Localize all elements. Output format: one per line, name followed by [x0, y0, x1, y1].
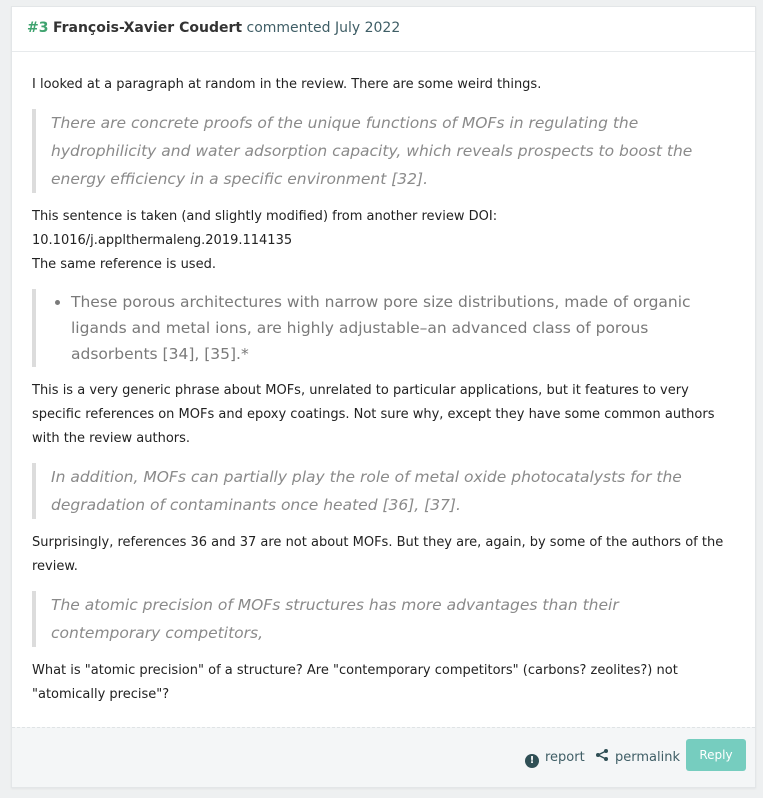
- blockquote: The atomic precision of MOFs structures has more advantages than their contemporary competitors,: [32, 591, 732, 647]
- comment-footer: [12, 727, 755, 787]
- exclamation-circle-icon: !: [525, 754, 539, 768]
- blockquote-list: [32, 289, 732, 367]
- paragraph: This is a very generic phrase about MOFs, unrelated to particular applications, but it features to very specific references on MOFs and epoxy coatings. Not sure why, except they have some common authors with the review authors.: [32, 383, 715, 446]
- reply-button[interactable]: Reply: [686, 739, 746, 771]
- blockquote: There are concrete proofs of the unique functions of MOFs in regulating the hydrophilicity and water adsorption capacity, which reveals prospects to boost the energy efficiency in a specific environment [32].: [32, 109, 732, 193]
- comment-body: [32, 73, 732, 707]
- permalink-label: permalink: [615, 750, 680, 765]
- comment-author[interactable]: François-Xavier Coudert: [52, 20, 243, 36]
- comment-card: [11, 6, 756, 788]
- report-link[interactable]: [525, 750, 585, 768]
- comment-number[interactable]: #3: [27, 20, 49, 36]
- blockquote: In addition, MOFs can partially play the role of metal oxide photocatalysts for the degradation of contaminants once heated [36], [37].: [32, 463, 732, 519]
- comment-date[interactable]: July 2022: [334, 20, 401, 36]
- permalink-link[interactable]: [595, 748, 680, 765]
- paragraph: I looked at a paragraph at random in the review. There are some weird things.: [32, 77, 542, 92]
- report-label: report: [545, 750, 585, 765]
- comment-header: [12, 7, 755, 52]
- paragraph: What is "atomic precision" of a structure? Are "contemporary competitors" (carbons? zeolites?) not "atomically precise"?: [32, 663, 678, 702]
- list-item: • These porous architectures with narrow pore size distributions, made of organic ligands and metal ions, are highly adjustable–an advanced class of porous adsorbents [34], [35].*: [71, 289, 732, 367]
- comment-verb: commented: [246, 20, 331, 36]
- paragraph: Surprisingly, references 36 and 37 are not about MOFs. But they are, again, by some of the authors of the review.: [32, 535, 724, 574]
- paragraph: The same reference is used.: [32, 257, 216, 272]
- share-icon: [595, 748, 609, 762]
- paragraph: This sentence is taken (and slightly modified) from another review DOI: 10.1016/j.applthermaleng.2019.114135: [32, 209, 498, 248]
